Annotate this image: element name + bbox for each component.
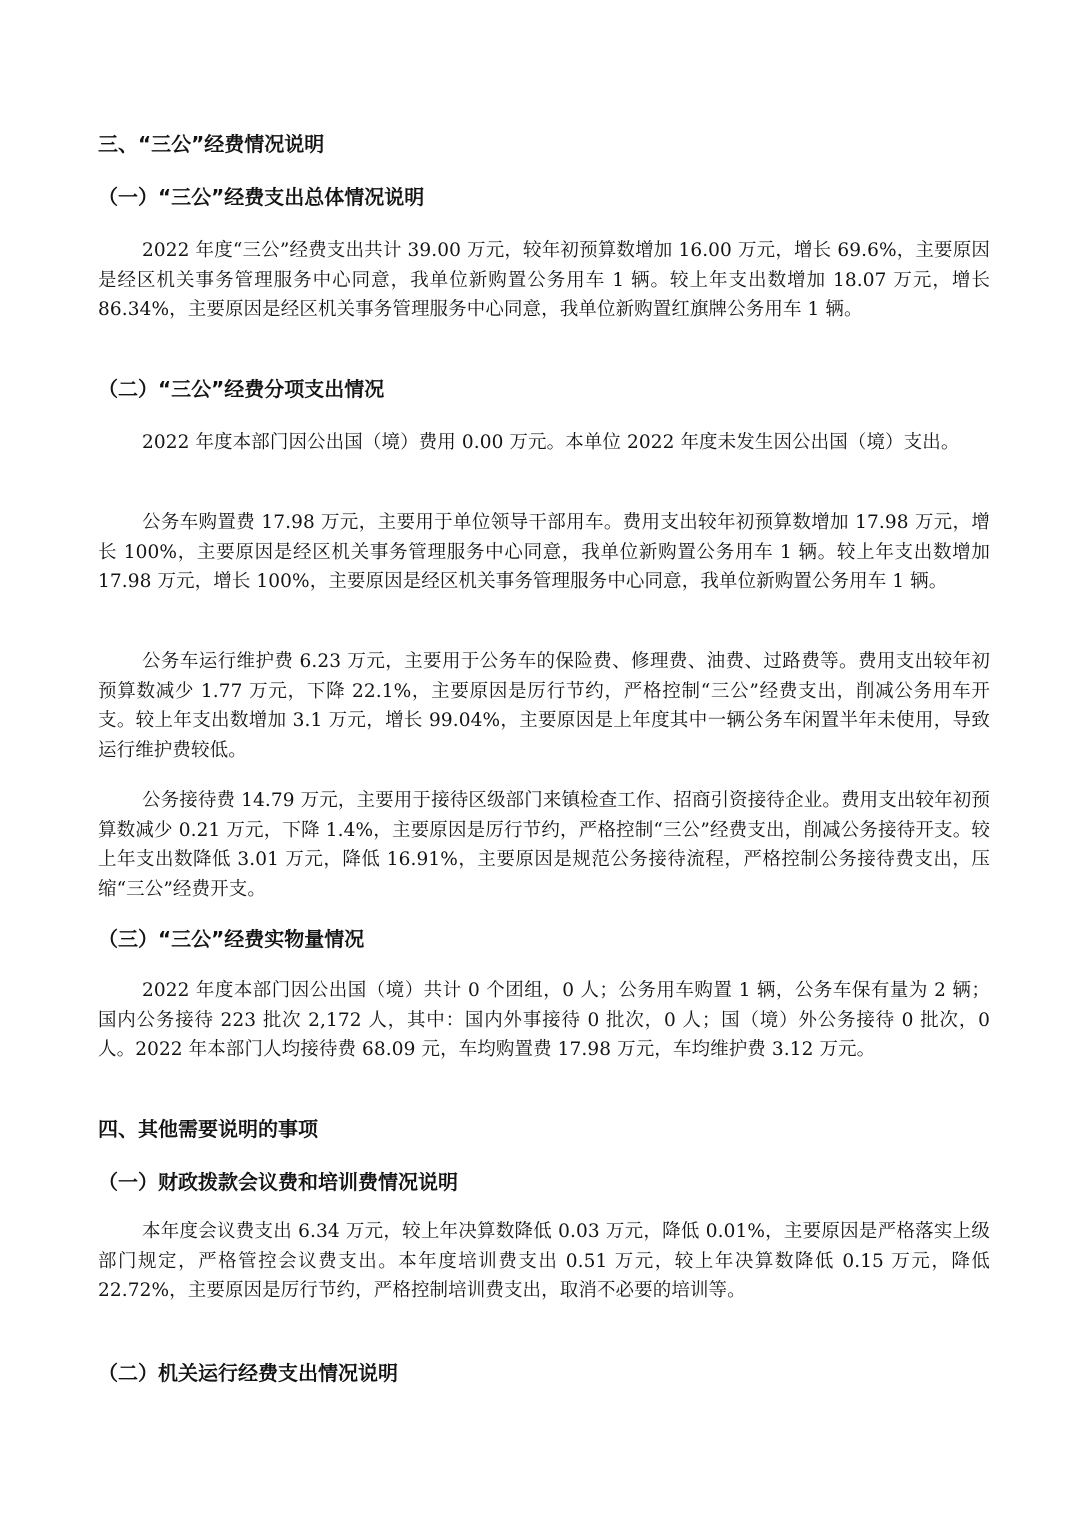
subsection-heading-meeting-training: （一）财政拨款会议费和培训费情况说明 <box>98 1170 458 1194</box>
subsection-heading-operating-expenses: （二）机关运行经费支出情况说明 <box>98 1361 398 1385</box>
paragraph-meeting-training: 本年度会议费支出 6.34 万元，较上年决算数降低 0.03 万元，降低 0.01%，主要原因是严格落实上级部门规定，严格管控会议费支出。本年度培训费支出 0.51 万元，较上年决算数降低 0.15 万元，降低 22.72%，主要原因是厉行节约，严格控制培训费支出，取消不必要的培训等。 <box>98 1221 990 1301</box>
subsection-heading-itemized: （二）“三公”经费分项支出情况 <box>98 377 385 401</box>
subsection-heading-overall: （一）“三公”经费支出总体情况说明 <box>98 185 425 209</box>
section-heading-three-public-expenses: 三、“三公”经费情况说明 <box>98 132 325 156</box>
paragraph-overseas-travel: 2022 年度本部门因公出国（境）费用 0.00 万元。本单位 2022 年度未发生因公出国（境）支出。 <box>142 432 960 453</box>
subsection-heading-physical-quantity: （三）“三公”经费实物量情况 <box>98 927 365 951</box>
paragraph-vehicle-maintenance: 公务车运行维护费 6.23 万元，主要用于公务车的保险费、修理费、油费、过路费等。费用支出较年初预算数减少 1.77 万元，下降 22.1%，主要原因是厉行节约，严格控制“三公”经费支出，削减公务用车开支。较上年支出数增加 3.1 万元，增长 99.04%，主要原因是上年度其中一辆公务车闲置半年未使用，导致运行维护费较低。 <box>98 651 990 761</box>
paragraph-vehicle-purchase: 公务车购置费 17.98 万元，主要用于单位领导干部用车。费用支出较年初预算数增加 17.98 万元，增长 100%，主要原因是经区机关事务管理服务中心同意，我单位新购置公务用车 1 辆。较上年支出数增加 17.98 万元，增长 100%，主要原因是经区机关事务管理服务中心同意，我单位新购置公务用车 1 辆。 <box>98 512 990 592</box>
paragraph-overall: 2022 年度“三公”经费支出共计 39.00 万元，较年初预算数增加 16.00 万元，增长 69.6%，主要原因是经区机关事务管理服务中心同意，我单位新购置公务用车 1 辆。较上年支出数增加 18.07 万元，增长 86.34%，主要原因是经区机关事务管理服务中心同意，我单位新购置红旗牌公务用车 1 辆。 <box>98 240 990 320</box>
section-heading-other-matters: 四、其他需要说明的事项 <box>98 1117 318 1141</box>
paragraph-reception: 公务接待费 14.79 万元，主要用于接待区级部门来镇检查工作、招商引资接待企业。费用支出较年初预算数减少 0.21 万元，下降 1.4%，主要原因是厉行节约，严格控制“三公”经费支出，削减公务接待开支。较上年支出数降低 3.01 万元，降低 16.91%，主要原因是规范公务接待流程，严格控制公务接待费支出，压缩“三公”经费开支。 <box>98 790 990 900</box>
paragraph-physical-quantity: 2022 年度本部门因公出国（境）共计 0 个团组，0 人；公务用车购置 1 辆，公务车保有量为 2 辆；国内公务接待 223 批次 2,172 人，其中：国内外事接待 0 批次，0 人；国（境）外公务接待 0 批次，0 人。2022 年本部门人均接待费 68.09 元，车均购置费 17.98 万元，车均维护费 3.12 万元。 <box>98 980 990 1060</box>
